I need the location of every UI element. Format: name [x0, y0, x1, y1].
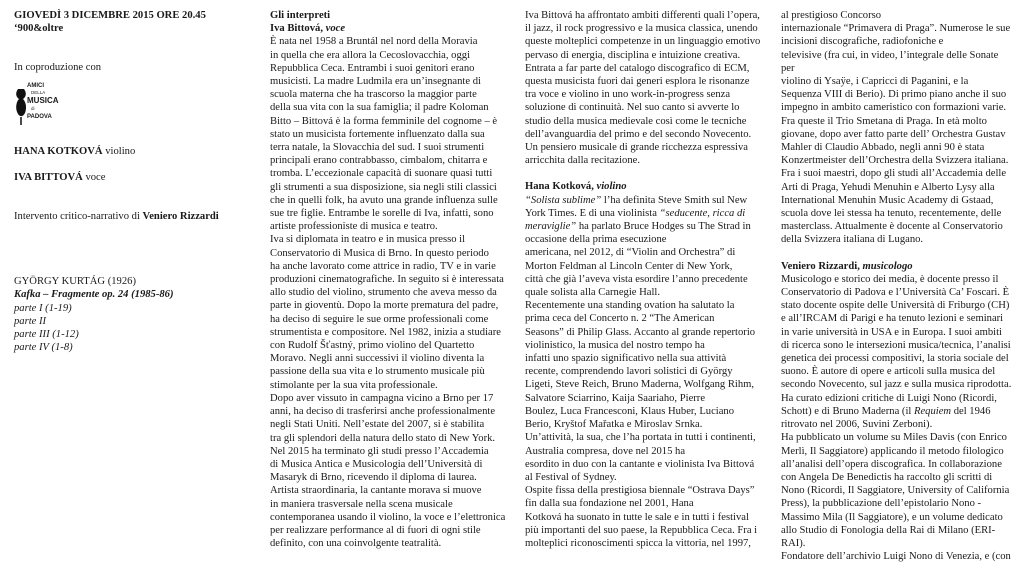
part-item: parte IV (1-8) — [14, 342, 73, 354]
text-line: questa musicista fuori dai generi esplora le risonanze — [525, 76, 750, 88]
text-line: di Musica Antica e Musicologia dell’Università di — [270, 458, 483, 470]
quote: “seducente, ricca di — [659, 207, 746, 219]
text-line: della sua vita con la sua famiglia; il padre Koloman — [270, 102, 489, 114]
bio-text-kotkova — [525, 233, 765, 550]
text-line: allo Studio di Fonologia della Rai di Milano (ERI- — [781, 524, 996, 536]
bio-text-bittova — [270, 35, 510, 550]
text-line: studio della musica medievale così come le tecniche — [525, 115, 747, 127]
text-line: Sequenza VIII di Berio). Di primo piano anche il suo — [781, 89, 1007, 101]
text-line: Iva Bittová ha affrontato ambiti differenti quali l’opera, — [525, 10, 760, 21]
composer-name: GYÖRGY KURTÁG (1926) — [14, 276, 136, 288]
concert-date: GIOVEDÌ 3 DICEMBRE 2015 ORE 20.45 — [14, 10, 206, 21]
violin-icon — [14, 79, 28, 127]
text-line: Conservatorio di Musica di Brno. In questo periodo — [270, 247, 489, 259]
part-item: parte I (1-19) — [14, 302, 72, 314]
text-span: York Times. E di una violinista — [525, 207, 660, 219]
text-line: Fra queste il Trio Smetana di Praga. In età molto — [781, 115, 987, 127]
quote: “Solista sublime” — [525, 194, 602, 206]
work-title: Requiem — [913, 405, 952, 417]
work-title: Kafka – Fragmente op. 24 (1985-86) — [14, 289, 174, 301]
logo-text-5: PADOVA — [27, 113, 52, 120]
text-span: ha parlato Bruce Hodges su The Strad in — [576, 221, 751, 233]
text-line: Massimo Mila (Il Saggiatore), e un volume dedicato — [781, 511, 1003, 523]
text-line: Salvatore Sciarrino, Kaija Saariaho, Pierre — [525, 392, 706, 404]
text-line: Fra i suoi maestri, dopo gli studi all’Accademia delle — [781, 168, 1007, 180]
amici-della-musica-logo — [14, 79, 249, 129]
text-line: Merlì, Il Saggiatore) applicando il metodo filologico — [781, 445, 1004, 457]
series-title: ‘900&oltre — [14, 23, 64, 35]
text-line: in varie università in USA e in Europa. I suoi ambiti — [781, 326, 1002, 338]
text-line: Nono (Ricordi, Il Saggiatore, University of California — [781, 485, 1010, 497]
bio-role: voce — [325, 23, 346, 35]
bio-heading-kotkova — [525, 180, 765, 193]
text-line: Dopo aver vissuto in campagna vicino a Brno per 17 — [270, 392, 494, 404]
text-line: tra gli splendori della natura dello stato di New York. — [270, 432, 496, 444]
text-line: stato un musicista fortemente influenzato dalla sua — [270, 128, 485, 140]
bio-text-rizzardi-cont — [781, 418, 1013, 563]
text-line: in quella che era allora la Cecoslovacchia, oggi — [270, 49, 471, 61]
text-line: Ospite fissa della prestigiosa biennale “Ostrava Days” — [525, 485, 755, 497]
text-line: Australia compresa, dove nel 2015 ha — [525, 445, 686, 457]
text-line: stimolante per la sua vita professionale. — [270, 379, 438, 391]
text-line: il jazz, il rock progressivo e la musica classica, unendo — [525, 23, 758, 35]
text-line: per realizzare performance al di fuori di ogni stile — [270, 524, 481, 536]
text-line: televisive (fra cui, in video, l’integrale delle Sonate per — [781, 49, 999, 74]
performer-1-name: HANA KOTKOVÁ — [14, 145, 103, 157]
text-line: strumentista e compositore. Nel 1982, inizia a studiare — [270, 326, 501, 338]
text-line: Un’attività, la sua, che l’ha portata in tutti i continenti, — [525, 432, 756, 444]
text-line: RAI). — [781, 537, 806, 549]
text-line: produzioni cinematografiche. In seguito si è interessata — [270, 274, 504, 286]
text-line: sue tre figlie. Entrambe le sorelle di Iva, infatti, sono — [270, 208, 494, 220]
text-line — [525, 194, 765, 207]
part-item: parte III (1-12) — [14, 329, 79, 341]
text-line: Konzertmeister dell’Orchestra della Svizzera italiana. — [781, 155, 1009, 167]
text-line: arricchita dalla recitazione. — [525, 155, 640, 167]
text-line: ritrovato nel 2006, Suvini Zerboni). — [781, 419, 933, 431]
bio-name: Veniero Rizzardi, — [781, 260, 863, 272]
section-heading: Gli interpreti — [270, 10, 331, 21]
text-line: Repubblica Ceca. Entrambi i suoi genitori erano — [270, 62, 475, 74]
text-line: impegno in ambito cameristico con formazioni varie. — [781, 102, 1007, 114]
text-line: giovane, dopo aver fatto parte dell’ Orchestra Gustav — [781, 128, 1006, 140]
text-line: tromba. L’eccezionale capacità di suonare quasi tutti — [270, 168, 493, 180]
text-line: negli Stati Uniti. Nell’estate del 2007, si è stabilita — [270, 419, 485, 431]
text-line: recente, comprendendo lavori solistici di György — [525, 366, 733, 378]
intervento-text: Intervento critico-narrativo di — [14, 211, 143, 223]
text-line: Conservatorio di Padova e l’Università Ca’ Foscari. È — [781, 287, 1010, 299]
part-item: parte II — [14, 315, 47, 327]
intervento-line — [14, 210, 249, 223]
text-line: Masaryk di Brno, ricevendo il diploma di laurea. — [270, 472, 477, 484]
text-line: Entrata a far parte del catalogo discografico di ECM, — [525, 62, 750, 74]
text-line: contemporanea usando il violino, la voce e l’elettronica — [270, 511, 506, 523]
text-line: violino di Ysaÿe, i Capricci di Paganini, e la — [781, 76, 969, 88]
bio-name: Hana Kotková, — [525, 181, 597, 193]
text-line: Berio, Kryštof Mařatka e Miroslav Srnka. — [525, 419, 703, 431]
bio-name: Iva Bittová, — [270, 23, 326, 35]
text-line: esordito in duo con la cantante e violinista Iva Bittová — [525, 458, 755, 470]
text-line: secondo Novecento, sul jazz e sulla musica riprodotta. — [781, 379, 1012, 391]
bio-role: musicologo — [862, 260, 913, 272]
text-line: al prestigioso Concorso — [781, 10, 882, 21]
text-line: infatti uno spazio significativo nella sua attività — [525, 353, 727, 365]
text-line: molteplici riconoscimenti spicca la vittoria, nel 1997, — [525, 537, 751, 549]
text-line: con Angela De Benedictis ha raccolto gli scritti di — [781, 471, 993, 483]
text-line: quale solista alla Carnegie Hall. — [525, 287, 661, 299]
text-line: Ha curato edizioni critiche di Luigi Nono (Ricordi, — [781, 392, 997, 404]
text-line — [781, 405, 1013, 418]
text-line: Kotková ha suonato in tutte le sale e in tutti i festival — [525, 511, 749, 523]
text-line: terra natale, la Slovacchia del sud. I suoi strumenti — [270, 142, 485, 154]
logo-text-4: di — [31, 105, 35, 111]
text-line: Fondatore dell’archivio Luigi Nono di Venezia, e (con — [781, 551, 1011, 563]
text-line — [525, 220, 765, 233]
bio-text-kotkova-cont — [781, 9, 1013, 247]
text-line: gli strumenti a sua disposizione, sia negli stili classici — [270, 181, 497, 193]
text-line: scuola materna che ha trascorso la maggior parte — [270, 89, 477, 101]
bio-text-bittova-cont — [525, 9, 765, 167]
text-line: Iva si diplomata in teatro e in musica presso il — [270, 234, 466, 246]
text-line: suono. È autore di opere e articoli sulla musica del — [781, 366, 996, 378]
text-line: Morton Feldman al Lincoln Center di New York, — [525, 260, 733, 272]
logo-text-3: MUSICA — [27, 95, 59, 105]
performer-2 — [14, 171, 249, 184]
text-span: del 1946 — [951, 405, 991, 417]
text-line: città che già l’aveva vista esordire l’anno precedente — [525, 273, 748, 285]
text-line: È nata nel 1958 a Bruntál nel nord della Moravia — [270, 36, 478, 48]
text-line: Recentemente una standing ovation ha salutato la — [525, 300, 735, 312]
text-line: principali erano contrabbasso, cimbalom, chitarra e — [270, 155, 488, 167]
text-line: di ricerca sono le intersezioni musica/tecnica, l’analisi — [781, 339, 1011, 351]
text-line: soluzione di continuità. Nel suo canto si avverte lo — [525, 102, 740, 114]
text-line: pervaso di energia, disciplina e intuizione creativa. — [525, 49, 741, 61]
bio-heading-rizzardi — [781, 260, 1013, 273]
text-span: Schott) e di Bruno Maderna (il — [781, 405, 914, 417]
text-line: all’analisi dell’opera discografica. In collaborazione — [781, 458, 1002, 470]
text-line: genetica dei processi compositivi, la storia sociale del — [781, 353, 1009, 365]
text-line: incisioni discografiche, radiofoniche e — [781, 36, 944, 48]
text-line: Musicologo e storico dei media, è docente presso il — [781, 273, 999, 285]
text-line: Un pensiero musicale di grande ricchezza espressiva — [525, 142, 748, 154]
logo-text-2: DELLA — [31, 89, 46, 95]
text-line: della Svizzera italiana di Lugano. — [781, 234, 924, 246]
performer-2-name: IVA BITTOVÁ — [14, 171, 83, 183]
bio-text-rizzardi — [781, 273, 1013, 405]
text-line: Mahler di Claudio Abbado, negli anni 90 è stata — [781, 142, 985, 154]
text-line: Ha pubblicato un volume su Miles Davis (con Enrico — [781, 432, 1007, 444]
performer-1-role: violino — [102, 145, 136, 157]
text-line: ha anche lavorato come attrice in radio, TV e in varie — [270, 260, 496, 272]
bio-column-2 — [270, 9, 510, 550]
text-line: Arti di Praga, Yehudi Menuhin e Alberto Lysy alla — [781, 181, 995, 193]
text-line — [525, 207, 765, 220]
text-span: l’ha definita Steve Smith sul New — [601, 194, 748, 206]
text-line: scuola dove lei stessa ha tenuto, recentemente, delle — [781, 208, 1002, 220]
text-line: masterclass. Attualmente è docente al Conservatorio — [781, 221, 1003, 233]
text-line: violinistico, la musica del nostro tempo ha — [525, 339, 705, 351]
bio-column-4 — [781, 9, 1013, 563]
text-line: occasione della prima esecuzione — [525, 234, 667, 246]
text-line: Nel 2015 ha terminato gli studi presso l’Accademia — [270, 445, 489, 457]
text-line: americana, nel 2012, di “Violin and Orchestra” di — [525, 247, 736, 259]
text-line: Bitto – Bittová è la forma femminile del cognome – è — [270, 115, 498, 127]
text-line: artiste professioniste di musica e teatro. — [270, 221, 438, 233]
text-line: parte in gioventù. Dopo la morte prematura del padre, — [270, 300, 499, 312]
performer-2-role: voce — [82, 171, 106, 183]
text-line: anni, ha deciso di trasferirsi anche professionalmente — [270, 406, 496, 418]
text-line: International Menuhin Music Academy di Gstaad, — [781, 194, 994, 206]
text-line: Moravo. Negli anni successivi il violino diventa la — [270, 353, 485, 365]
text-line: Ligeti, Steve Reich, Bruno Maderna, Wolfgang Rihm, — [525, 379, 755, 391]
text-line: Boulez, Luca Francesconi, Klaus Huber, Luciano — [525, 405, 735, 417]
bio-heading-bittova — [270, 22, 510, 35]
bio-role: violino — [596, 181, 627, 193]
bio-column-3 — [525, 9, 765, 550]
text-line: in maniera trasversale nella scena musicale — [270, 498, 453, 510]
program-column — [14, 9, 249, 354]
text-line: allo studio del violino, strumento che aveva messo da — [270, 287, 497, 299]
performer-1 — [14, 145, 249, 158]
text-line: musicisti. La madre Ludmila era un’insegnante di — [270, 76, 481, 88]
text-line: fin dalla sua fondazione nel 2001, Hana — [525, 498, 694, 510]
text-line: ha deciso di seguire le sue orme professionali come — [270, 313, 489, 325]
coproduction-label: In coproduzione con — [14, 62, 102, 74]
logo-text-1: AMICI — [27, 82, 44, 89]
intervento-name: Veniero Rizzardi — [142, 211, 219, 223]
text-line: Press), la pubblicazione dell’epistolario Nono - — [781, 498, 982, 510]
text-line: stato docente ospite delle Università di Friburgo (CH) — [781, 300, 1010, 312]
text-line: che in quelli folk, ha avuto una grande influenza sulle — [270, 194, 498, 206]
text-line: queste molteplici competenze in un linguaggio emotivo — [525, 36, 761, 48]
text-line: definito, con una coinvolgente teatralità. — [270, 538, 442, 550]
text-line: Artista straordinaria, la cantante morava si muove — [270, 485, 482, 497]
text-line: tra voce e violino in uno work-in-progress senza — [525, 89, 731, 101]
text-line: e all’IRCAM di Parigi e ha tenuto lezioni e seminari — [781, 313, 1004, 325]
text-line: dell’avanguardia del primo e del secondo Novecento. — [525, 128, 752, 140]
text-line: al Festival of Sydney. — [525, 471, 617, 483]
text-line: internazionale “Primavera di Praga”. Numerose le sue — [781, 23, 1011, 35]
text-line: prima ceca del Concerto n. 2 “The American — [525, 313, 715, 325]
text-line: passione della sua vita e lo strumento musicale più — [270, 366, 485, 378]
text-line: con Rudolf Šťastný, primo violino del Quartetto — [270, 340, 475, 352]
text-line: Seasons” di Philip Glass. Accanto al grande repertorio — [525, 326, 756, 338]
text-line: più importanti del suo paese, la Repubblica Ceca. Fra i — [525, 524, 758, 536]
quote: meraviglie” — [525, 221, 577, 233]
